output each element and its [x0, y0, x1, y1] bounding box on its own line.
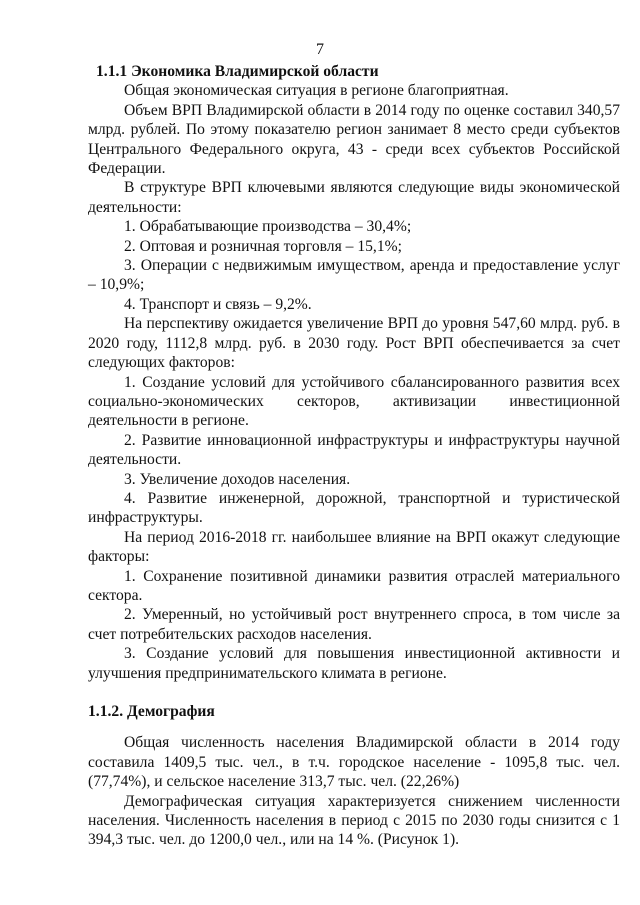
list-item: 1. Создание условий для устойчивого сбалансированного развития всех социально-экономических секторов, активизации инвестиционной деятельности в регионе. [88, 373, 620, 430]
list-item: 1. Сохранение позитивной динамики развития отраслей материального сектора. [88, 567, 620, 604]
list-item: 4. Транспорт и связь – 9,2%. [124, 295, 312, 313]
list-item: 3. Создание условий для повышения инвестиционной активности и улучшения предпринимательского климата в регионе. [88, 645, 620, 682]
list-item: 2. Развитие инновационной инфраструктуры и инфраструктуры научной деятельности. [88, 431, 620, 469]
paragraph: На период 2016-2018 гг. наибольшее влияние на ВРП окажут следующие факторы: [88, 528, 620, 566]
paragraph: Общая численность населения Владимирской области в 2014 году составила 1409,5 тыс. чел., в т.ч. городское население - 1095,8 тыс. чел. (77,74%), и сельское население 313,7 тыс. чел. (22,26%) [88, 734, 620, 791]
list-item: 3. Операции с недвижимым имуществом, аренда и предоставление услуг – 10,9%; [88, 257, 620, 294]
page-content [88, 62, 620, 850]
paragraph: В структуре ВРП ключевыми являются следующие виды экономической деятельности: [88, 179, 620, 216]
paragraph: На перспективу ожидается увеличение ВРП до уровня 547,60 млрд. руб. в 2020 году, 1112,8 млрд. руб. в 2030 году. Рост ВРП обеспечивается за счет следующих факторов: [88, 315, 620, 372]
list-item: 1. Обрабатывающие производства – 30,4%; [124, 218, 412, 236]
paragraph: Объем ВРП Владимирской области в 2014 году по оценке составил 340,57 млрд. рублей. По этому показателю регион занимает 8 место среди субъектов Центрального Федерального округа, 43 - среди всех субъектов Российской Федерации. [88, 101, 620, 178]
paragraph: Общая экономическая ситуация в регионе благоприятная. [124, 82, 509, 100]
list-item: 2. Умеренный, но устойчивый рост внутреннего спроса, в том числе за счет потребительских расходов населения. [88, 606, 620, 643]
page-number: 7 [316, 41, 324, 58]
section-heading-demography: 1.1.2. Демография [88, 703, 215, 720]
list-item: 4. Развитие инженерной, дорожной, транспортной и туристической инфраструктуры. [88, 489, 620, 527]
list-item: 2. Оптовая и розничная торговля – 15,1%; [124, 237, 402, 255]
section-heading-economy: 1.1.1 Экономика Владимирской области [96, 63, 379, 80]
paragraph: Демографическая ситуация характеризуется снижением численности населения. Численность населения в период с 2015 по 2030 годы снизится с 1 394,3 тыс. чел. до 1200,0 чел., или на 14 %. (Рисунок 1). [88, 792, 620, 849]
list-item: 3. Увеличение доходов населения. [124, 470, 351, 488]
